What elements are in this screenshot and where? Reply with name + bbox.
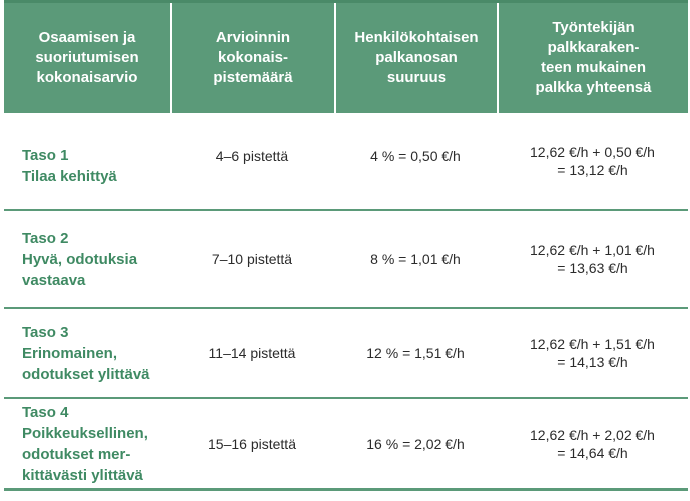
share-cell (334, 399, 497, 488)
points-cell (170, 309, 334, 397)
header-assessment (4, 3, 170, 113)
header-total-pay (497, 3, 688, 113)
level-cell (4, 399, 170, 488)
table-row (4, 209, 688, 307)
points-cell (170, 211, 334, 307)
total-cell (497, 113, 688, 209)
share-cell (334, 309, 497, 397)
points-cell (170, 113, 334, 209)
share-cell (334, 113, 497, 209)
share-value: 16 % = 2,02 €/h (366, 435, 465, 452)
total-value: 12,62 €/h + 1,51 €/h = 14,13 €/h (530, 336, 655, 370)
share-value: 8 % = 1,01 €/h (370, 251, 461, 267)
salary-table (4, 0, 688, 491)
header-points (170, 3, 334, 113)
table-row (4, 307, 688, 397)
level-label: Taso 2 Hyvä, odotuksia vastaava (22, 229, 138, 289)
header-personal-share-label: Henkilökohtaisen palkanosan suuruus (354, 29, 479, 86)
share-value: 12 % = 1,51 €/h (366, 345, 465, 361)
table-header (4, 0, 688, 113)
level-cell (4, 309, 170, 397)
table-row (4, 113, 688, 209)
total-value: 12,62 €/h + 0,50 €/h = 13,12 €/h (530, 144, 655, 178)
total-cell (497, 309, 688, 397)
points-value: 11–14 pistettä (208, 345, 296, 361)
points-value: 15–16 pistettä (208, 435, 296, 452)
points-value: 7–10 pistettä (211, 251, 293, 267)
header-points-label: Arvioinnin kokonais- pistemäärä (213, 29, 293, 86)
level-label: Taso 3 Erinomainen, odotukset ylittävä (22, 323, 150, 383)
header-personal-share (334, 3, 497, 113)
share-cell (334, 211, 497, 307)
level-label: Taso 1 Tilaa kehittyä (22, 147, 117, 185)
points-value: 4–6 pistettä (215, 148, 289, 164)
total-value: 12,62 €/h + 2,02 €/h = 14,64 €/h (530, 426, 655, 461)
level-label: Taso 4 Poikkeuksellinen, odotukset mer- kittävästi ylittävä (22, 403, 148, 484)
total-cell (497, 211, 688, 307)
table-row (4, 397, 688, 491)
level-cell (4, 113, 170, 209)
total-cell (497, 399, 688, 488)
header-total-pay-label: Työntekijän palkkaraken- teen mukainen palkka yhteensä (535, 19, 652, 96)
share-value: 4 % = 0,50 €/h (370, 148, 461, 164)
points-cell (170, 399, 334, 488)
total-value: 12,62 €/h + 1,01 €/h = 13,63 €/h (530, 242, 655, 276)
level-cell (4, 211, 170, 307)
header-assessment-label: Osaamisen ja suoriutumisen kokonaisarvio (35, 29, 139, 86)
